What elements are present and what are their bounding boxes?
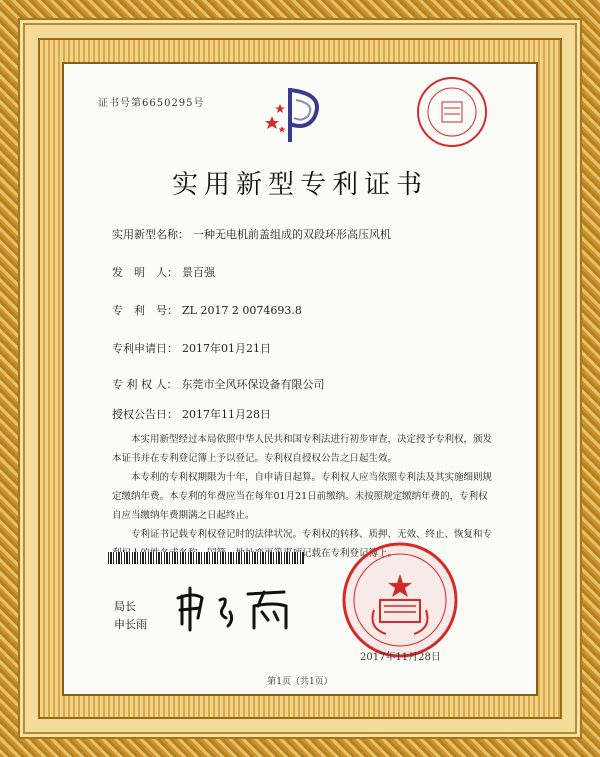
official-seal-icon [340, 540, 460, 660]
field-label: 专 利 权 人： [112, 378, 178, 391]
field-label: 专 利 号： [112, 304, 178, 317]
field-grant-date [112, 406, 271, 422]
certificate-paper [64, 64, 536, 694]
seal-date: 2017年11月28日 [360, 652, 441, 663]
paragraph: 本实用新型经过本局依照中华人民共和国专利法进行初步审查，决定授予专利权，颁发本证书并在专利登记簿上予以登记。专利权自授权公告之日起生效。 [112, 434, 493, 464]
field-label: 授权公告日： [112, 408, 178, 421]
field-label: 发 明 人： [112, 266, 178, 279]
barcode [108, 552, 304, 564]
certification-seal-icon [414, 74, 490, 150]
paragraph: 专利证书记载专利权登记时的法律状况。专利权的转移、质押、无效、终止、恢复和专 地址变更等事项记载在专利登记簿上。 [131, 529, 493, 559]
field-patent-number [112, 302, 302, 318]
field-value: ZL 2017 2 0074693.8 [182, 304, 302, 317]
field-value: 东莞市全风环保设备有限公司 [181, 378, 325, 391]
certificate-title: 实用新型专利证书 [171, 170, 428, 200]
field-utility-model-name [112, 226, 391, 242]
certificate-number: 证书号第6650295号 [98, 98, 205, 109]
field-value: 一种无电机前盖组成的双段环形高压风机 [193, 228, 391, 241]
field-label: 实用新型名称： [112, 228, 189, 241]
director-title: 局长 [114, 600, 136, 613]
director-signature [174, 584, 304, 634]
patent-office-logo-icon [260, 80, 330, 150]
field-value: 2017年11月28日 [182, 408, 271, 421]
field-label: 专利申请日： [112, 342, 178, 355]
director-name: 申长雨 [114, 618, 147, 631]
field-patentee [112, 376, 325, 392]
field-inventor [112, 264, 215, 280]
paragraph: 本专利的专利权期限为十年，自申请日起算。专利权人应当依照专利法及其实施细则规定缴纳年费。本专利的年费应当在每年01月21日前缴纳。未按照规定缴纳年费的，专利权自应当缴纳年费期满之日起终止。 [112, 472, 493, 521]
page-footer: 第1页（共1页） [267, 677, 333, 687]
field-application-date [112, 340, 271, 356]
field-value: 景百强 [182, 266, 215, 279]
field-value: 2017年01月21日 [182, 342, 271, 355]
